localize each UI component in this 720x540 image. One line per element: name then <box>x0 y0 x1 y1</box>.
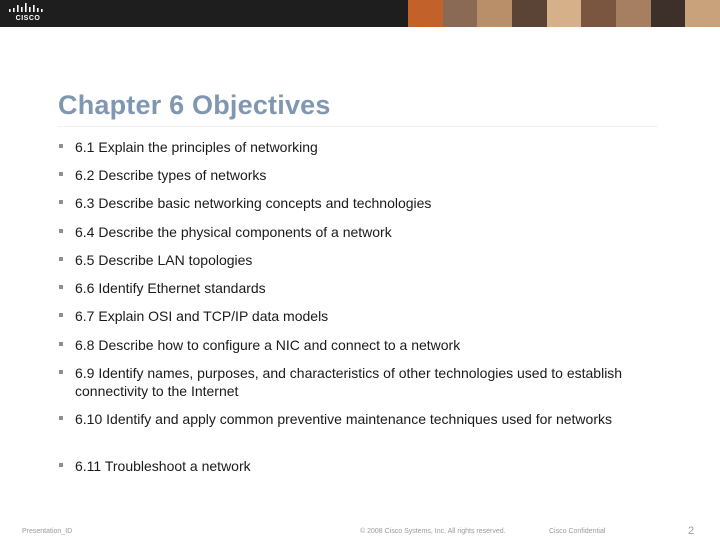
footer-presentation-id: Presentation_ID <box>22 528 73 535</box>
title-divider <box>58 126 658 127</box>
footer-confidential: Cisco Confidential <box>549 528 606 535</box>
objective-item <box>58 457 658 475</box>
bullet-square-icon <box>59 172 63 176</box>
photo-person-5 <box>581 0 616 27</box>
cisco-logo <box>8 2 48 24</box>
bullet-square-icon <box>59 370 63 374</box>
bullet-square-icon <box>59 285 63 289</box>
photo-person-2 <box>477 0 512 27</box>
photo-person-1 <box>443 0 478 27</box>
objective-text: 6.11 Troubleshoot a network <box>75 458 251 474</box>
bullet-square-icon <box>59 342 63 346</box>
objective-text: 6.8 Describe how to configure a NIC and connect to a network <box>75 337 461 353</box>
objective-item <box>58 194 658 212</box>
objective-text: 6.2 Describe types of networks <box>75 167 267 183</box>
objective-item <box>58 251 658 269</box>
objective-item <box>58 364 658 400</box>
footer-copyright: © 2008 Cisco Systems, Inc. All rights reserved. <box>360 528 506 535</box>
bullet-square-icon <box>59 416 63 420</box>
objective-text: 6.1 Explain the principles of networking <box>75 139 318 155</box>
cisco-logo-text: CISCO <box>15 15 41 22</box>
objective-item <box>58 279 658 297</box>
photo-person-6 <box>616 0 651 27</box>
bullet-square-icon <box>59 229 63 233</box>
objective-text: 6.4 Describe the physical components of a network <box>75 224 392 240</box>
objective-item <box>58 223 658 241</box>
bullet-square-icon <box>59 463 63 467</box>
slide-title: Chapter 6 Objectives <box>58 90 331 120</box>
bullet-square-icon <box>59 257 63 261</box>
photo-collage-autumn <box>408 0 443 27</box>
objective-text: 6.5 Describe LAN topologies <box>75 252 253 268</box>
page-number: 2 <box>688 525 695 537</box>
top-banner <box>0 0 720 27</box>
objective-text: 6.10 Identify and apply common preventive maintenance techniques used for networks <box>75 411 612 427</box>
objective-item <box>58 336 658 354</box>
objective-item <box>58 410 658 428</box>
bullet-square-icon <box>59 200 63 204</box>
objective-item <box>58 138 658 156</box>
bullet-square-icon <box>59 313 63 317</box>
photo-strip <box>408 0 720 27</box>
photo-person-8 <box>685 0 720 27</box>
photo-person-7 <box>651 0 686 27</box>
cisco-bridge-icon <box>8 2 48 14</box>
objective-text: 6.7 Explain OSI and TCP/IP data models <box>75 308 329 324</box>
objective-text: 6.6 Identify Ethernet standards <box>75 280 266 296</box>
objective-item <box>58 307 658 325</box>
bullet-square-icon <box>59 144 63 148</box>
photo-person-3 <box>512 0 547 27</box>
objective-text: 6.9 Identify names, purposes, and characteristics of other technologies used to establish connectivity to the Internet <box>75 365 623 399</box>
objective-text: 6.3 Describe basic networking concepts and technologies <box>75 195 432 211</box>
objective-item <box>58 166 658 184</box>
photo-person-4 <box>547 0 582 27</box>
